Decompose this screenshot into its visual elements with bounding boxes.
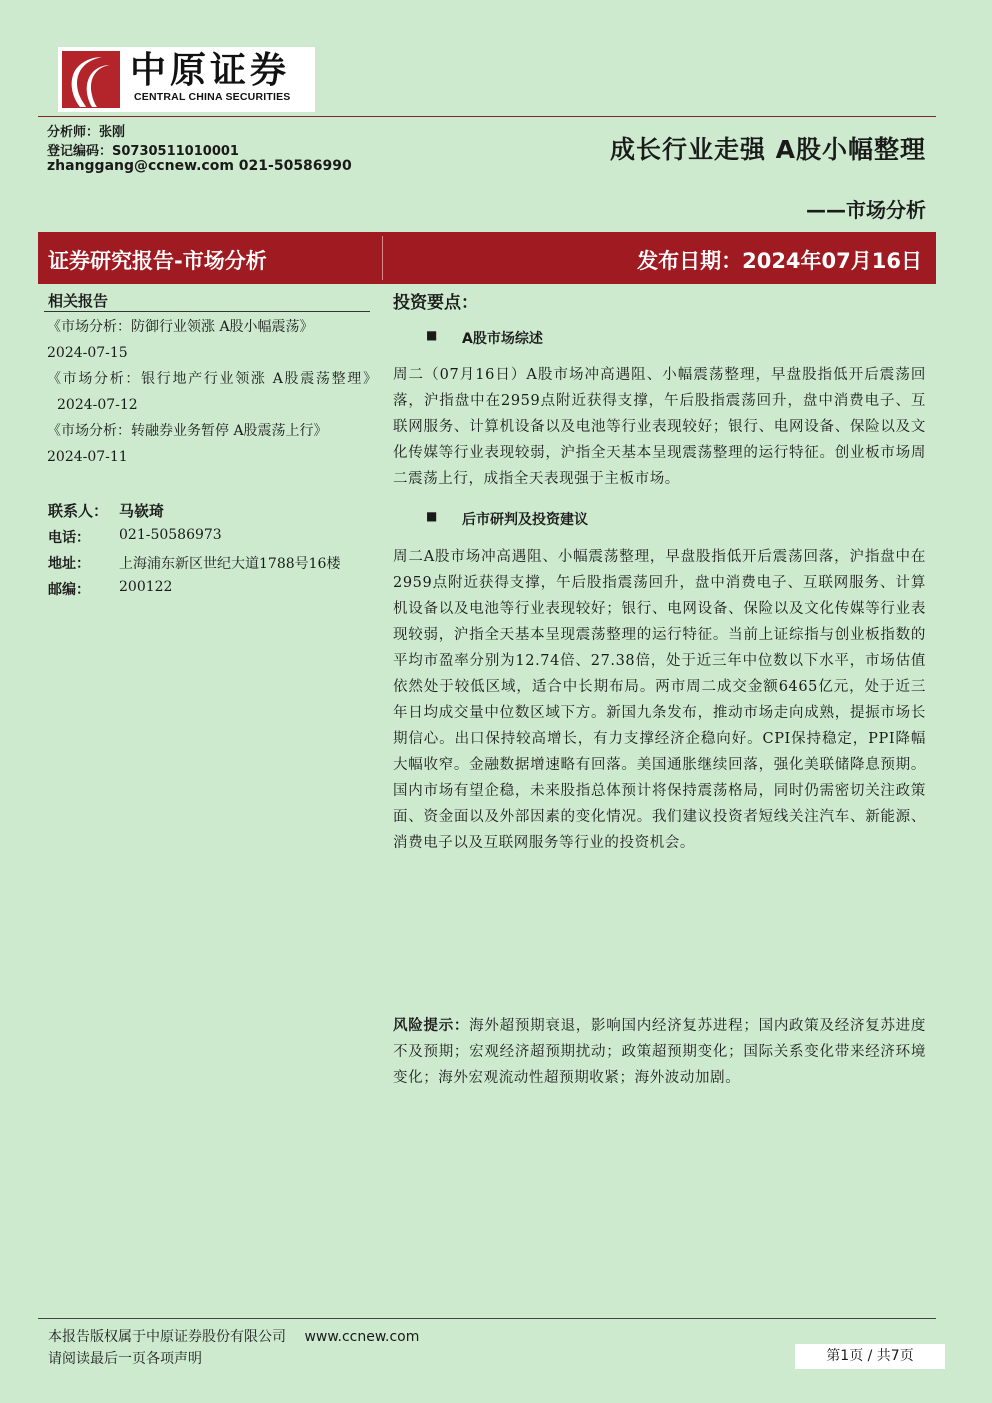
related-report-title[interactable]: 《市场分析：防御行业领涨 A股小幅震荡》 — [47, 319, 314, 335]
analyst-name: 分析师：张刚 — [47, 125, 126, 140]
related-report-title[interactable]: 《市场分析：转融券业务暂停 A股震荡上行》 — [47, 423, 328, 439]
risk-warning — [393, 1013, 926, 1091]
report-title: 成长行业走强 A股小幅整理 — [609, 135, 926, 164]
section-market-review-title — [430, 328, 543, 348]
related-report-title[interactable]: 《市场分析：银行地产行业领涨 A股震荡整理》 — [47, 371, 377, 387]
related-reports-heading: 相关报告 — [48, 292, 109, 310]
footer-divider — [38, 1318, 936, 1319]
related-report-item[interactable] — [47, 366, 377, 418]
section-title-text: A股市场综述 — [462, 331, 543, 347]
logo-chinese-name: 中原证券 — [130, 50, 291, 91]
address-label: 地址： — [48, 556, 90, 572]
related-report-date: 2024-07-12 — [57, 397, 138, 413]
publish-date: 发布日期：2024年07月16日 — [637, 249, 922, 273]
outlook-paragraph: 周二A股市场冲高遇阻、小幅震荡整理，早盘股指低开后震荡回落，沪指盘中在2959点附近获得支撑，午后股指震荡回升，盘中消费电子、互联网服务、计算机设备以及电池等行业表现较好；银行、电网设备、保险以及文化传媒等行业表现较弱，沪指全天基本呈现震荡整理的运行特征。当前上证综指与创业板指数的平均市盈率分别为12.74倍、27.38倍，处于近三年中位数以下水平，市场估值依然处于较低区域，适合中长期布局。两市周二成交金额6465亿元，处于近三年日均成交量中位数区域下方。新国九条发布，推动市场走向成熟，提振市场长期信心。出口保持较高增长，有力支撑经济企稳向好。CPI保持稳定，PPI降幅大幅收窄。金融数据增速略有回落。美国通胀继续回落，强化美联储降息预期。国内市场有望企稳，未来股指总体预计将保持震荡格局，同时仍需密切关注政策面、资金面以及外部因素的变化情况。我们建议投资者短线关注汽车、新能源、消费电子以及互联网服务等行业的投资机会。 — [393, 549, 926, 851]
zip-value: 200122 — [119, 579, 173, 595]
report-subtitle: ——市场分析 — [806, 198, 926, 222]
related-report-item[interactable] — [47, 418, 377, 470]
section-title-text: 后市研判及投资建议 — [462, 512, 588, 528]
related-reports-divider — [44, 311, 370, 312]
company-logo — [58, 47, 315, 112]
market-review-paragraph: 周二（07月16日）A股市场冲高遇阻、小幅震荡整理，早盘股指低开后震荡回落，沪指盘中在2959点附近获得支撑，午后股指震荡回升，盘中消费电子、互联网服务、计算机设备以及电池等行业表现较好；银行、电网设备、保险以及文化传媒等行业表现较弱，沪指全天基本呈现震荡整理的运行特征。创业板市场周二震荡上行，成指全天表现强于主板市场。 — [393, 367, 926, 487]
logo-english-name: CENTRAL CHINA SECURITIES — [134, 91, 291, 103]
website-link[interactable]: www.ccnew.com — [304, 1329, 420, 1345]
banner-divider — [382, 236, 383, 280]
contact-person-label: 联系人： — [48, 502, 109, 520]
footer-disclaimer: 请阅读最后一页各项声明 — [48, 1351, 202, 1367]
zip-label: 邮编： — [48, 582, 90, 598]
copyright-text: 本报告版权属于中原证券股份有限公司 — [48, 1329, 286, 1345]
footer-copyright — [48, 1326, 419, 1346]
phone-value: 021-50586973 — [119, 527, 222, 543]
risk-text: 海外超预期衰退，影响国内经济复苏进程；国内政策及经济复苏进度不及预期；宏观经济超预期扰动；政策超预期变化；国际关系变化带来经济环境变化；海外宏观流动性超预期收紧；海外波动加剧。 — [393, 1018, 927, 1086]
investment-heading: 投资要点： — [393, 293, 478, 313]
section-outlook-title — [430, 509, 588, 529]
related-report-date: 2024-07-15 — [47, 345, 128, 361]
header-divider — [38, 116, 936, 117]
analyst-contact: zhanggang@ccnew.com 021-50586990 — [47, 158, 352, 174]
phone-label: 电话： — [48, 530, 90, 546]
analyst-registration: 登记编码：S0730511010001 — [47, 144, 239, 159]
page-number: 第1页 / 共7页 — [795, 1344, 945, 1369]
report-category: 证券研究报告-市场分析 — [48, 249, 267, 273]
logo-mark-icon — [62, 51, 120, 108]
related-report-item[interactable] — [47, 314, 377, 366]
contact-person: 马嵚琦 — [119, 502, 165, 520]
risk-label: 风险提示： — [393, 1018, 470, 1034]
address-value: 上海浦东新区世纪大道1788号16楼 — [119, 556, 341, 572]
related-report-date: 2024-07-11 — [47, 449, 128, 465]
